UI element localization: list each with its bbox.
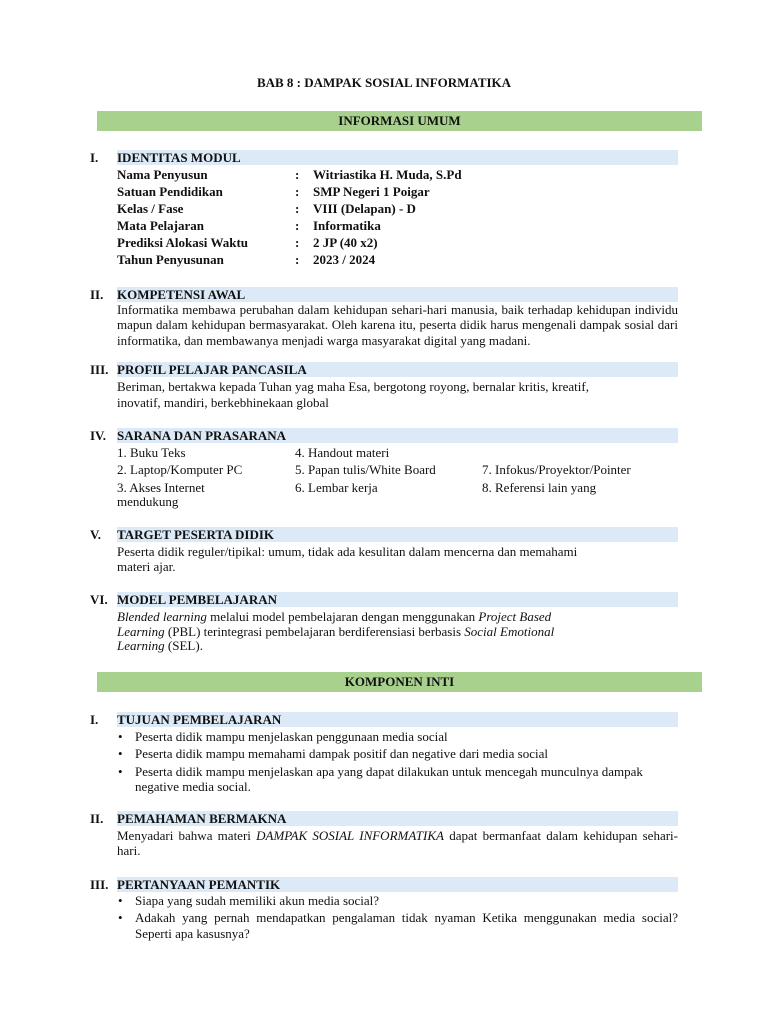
- identity-sep: :: [295, 167, 300, 182]
- identity-key: Kelas / Fase: [117, 201, 184, 216]
- model-line-2: [117, 624, 678, 639]
- section-heading-sarana: [90, 428, 678, 443]
- section-heading-kompetensi: [90, 287, 678, 302]
- section-number: III.: [90, 362, 109, 377]
- identity-row-satuan: [117, 184, 678, 201]
- section-title: PEMAHAMAN BERMAKNA: [117, 811, 287, 826]
- section-number: V.: [90, 527, 101, 542]
- section-heading-profil: [90, 362, 678, 377]
- sarana-item-6: 6. Lembar kerja: [295, 480, 378, 495]
- pemahaman-term: DAMPAK SOSIAL INFORMATIKA: [256, 828, 444, 843]
- section-band-informasi-umum: INFORMASI UMUM: [97, 111, 702, 131]
- kompetensi-paragraph: Informatika membawa perubahan dalam kehidupan sehari-hari manusia, baik terhadap kehidupan individu mapun dalam kehidupan bermasyarakat. Oleh karena itu, peserta didik harus mengenali dampak sosial dari informatika, dan membawanya menjadi warga masyarakat digital yang madani.: [117, 302, 678, 348]
- section-number: I.: [90, 712, 99, 727]
- section-band-komponen-inti: KOMPONEN INTI: [97, 672, 702, 692]
- model-line-3: [117, 638, 678, 653]
- model-term: Learning: [117, 638, 165, 653]
- section-number: I.: [90, 150, 99, 165]
- list-item: [117, 910, 678, 941]
- section-title: TUJUAN PEMBELAJARAN: [117, 712, 282, 727]
- bullet-icon: •: [118, 893, 123, 908]
- pemahaman-text: Menyadari bahwa materi: [117, 828, 257, 843]
- sarana-item-2: 2. Laptop/Komputer PC: [117, 462, 243, 477]
- model-line-1: [117, 609, 678, 624]
- identity-value: Witriastika H. Muda, S.Pd: [313, 167, 462, 182]
- identity-sep: :: [295, 252, 300, 267]
- identity-key: Prediksi Alokasi Waktu: [117, 235, 249, 250]
- section-heading-pertanyaan: [90, 877, 678, 892]
- identity-row-tahun: [117, 252, 678, 269]
- pertanyaan-list: [117, 893, 678, 943]
- section-number: VI.: [90, 592, 108, 607]
- pemahaman-paragraph: [117, 828, 678, 859]
- bullet-icon: •: [118, 746, 123, 762]
- sarana-item-3-cont: mendukung: [117, 494, 179, 509]
- model-term: Learning: [117, 624, 165, 639]
- section-number: III.: [90, 877, 109, 892]
- sarana-item-1: 1. Buku Teks: [117, 445, 186, 460]
- target-line-1: Peserta didik reguler/tipikal: umum, tidak ada kesulitan dalam mencerna dan memahami: [117, 544, 578, 559]
- tujuan-list: [117, 729, 678, 796]
- section-heading-model: [90, 592, 678, 607]
- identity-value: 2 JP (40 x2): [313, 235, 378, 250]
- model-term: Blended learning: [117, 609, 207, 624]
- identity-row-nama: [117, 167, 678, 184]
- identity-sep: :: [295, 235, 300, 250]
- model-term: Social Emotional: [464, 624, 555, 639]
- section-number: IV.: [90, 428, 107, 443]
- section-heading-identitas: [90, 150, 678, 165]
- list-item: [117, 746, 678, 761]
- section-title: TARGET PESERTA DIDIK: [117, 527, 275, 542]
- list-item-text: Peserta didik mampu menjelaskan apa yang dapat dilakukan untuk mencegah munculnya dampak negative media social.: [135, 763, 643, 794]
- identity-row-alokasi: [117, 235, 678, 252]
- identity-sep: :: [295, 218, 300, 233]
- section-title: MODEL PEMBELAJARAN: [117, 592, 277, 607]
- section-title: KOMPETENSI AWAL: [117, 287, 246, 302]
- list-item-text: Peserta didik mampu menjelaskan penggunaan media social: [135, 729, 448, 744]
- model-text: (PBL) terintegrasi pembelajaran berdiferensiasi berbasis: [164, 624, 465, 639]
- target-line-2: materi ajar.: [117, 559, 176, 574]
- sarana-item-3: 3. Akses Internet: [117, 480, 205, 495]
- section-title: SARANA DAN PRASARANA: [117, 428, 287, 443]
- identity-key: Nama Penyusun: [117, 167, 208, 182]
- section-number: II.: [90, 287, 104, 302]
- pemahaman-text: dapat bermanfaat dalam kehidupan sehari-hari.: [117, 828, 678, 859]
- list-item-text: Adakah yang pernah mendapatkan pengalaman tidak nyaman Ketika menggunakan media social? Seperti apa kasusnya?: [135, 910, 678, 941]
- bullet-icon: •: [118, 729, 123, 744]
- bullet-icon: •: [118, 763, 123, 779]
- document-title: BAB 8 : DAMPAK SOSIAL INFORMATIKA: [256, 75, 512, 90]
- list-item-text: Peserta didik mampu memahami dampak positif dan negative dari media social: [135, 746, 548, 762]
- identity-value: Informatika: [313, 218, 381, 233]
- bullet-icon: •: [118, 910, 123, 926]
- identity-sep: :: [295, 201, 300, 216]
- list-item-text: Siapa yang sudah memiliki akun media social?: [135, 893, 380, 908]
- identity-value: 2023 / 2024: [313, 252, 376, 267]
- model-text: (SEL).: [164, 638, 203, 653]
- identity-key: Tahun Penyusunan: [117, 252, 224, 267]
- profil-line-1: Beriman, bertakwa kepada Tuhan yag maha Esa, bergotong royong, bernalar kritis, kreatif,: [117, 379, 589, 394]
- section-heading-target: [90, 527, 678, 542]
- model-text: melalui model pembelajaran dengan menggunakan: [206, 609, 479, 624]
- identity-row-mapel: [117, 218, 678, 235]
- section-title: IDENTITAS MODUL: [117, 150, 241, 165]
- profil-line-2: inovatif, mandiri, berkebhinekaan global: [117, 395, 329, 410]
- list-item: [117, 893, 678, 908]
- identity-value: SMP Negeri 1 Poigar: [313, 184, 430, 199]
- section-heading-pemahaman: [90, 811, 678, 826]
- identity-key: Mata Pelajaran: [117, 218, 205, 233]
- model-term: Project Based: [478, 609, 552, 624]
- sarana-item-5: 5. Papan tulis/White Board: [295, 462, 436, 477]
- section-heading-tujuan: [90, 712, 678, 727]
- identity-sep: :: [295, 184, 300, 199]
- list-item: [117, 764, 678, 795]
- section-number: II.: [90, 811, 104, 826]
- identity-key: Satuan Pendidikan: [117, 184, 223, 199]
- sarana-item-4: 4. Handout materi: [295, 445, 390, 460]
- identity-value: VIII (Delapan) - D: [313, 201, 416, 216]
- sarana-item-8: 8. Referensi lain yang: [482, 480, 597, 495]
- section-title: PROFIL PELAJAR PANCASILA: [117, 362, 307, 377]
- list-item: [117, 729, 678, 744]
- section-title: PERTANYAAN PEMANTIK: [117, 877, 281, 892]
- identity-row-kelas: [117, 201, 678, 218]
- sarana-item-7: 7. Infokus/Proyektor/Pointer: [482, 462, 631, 477]
